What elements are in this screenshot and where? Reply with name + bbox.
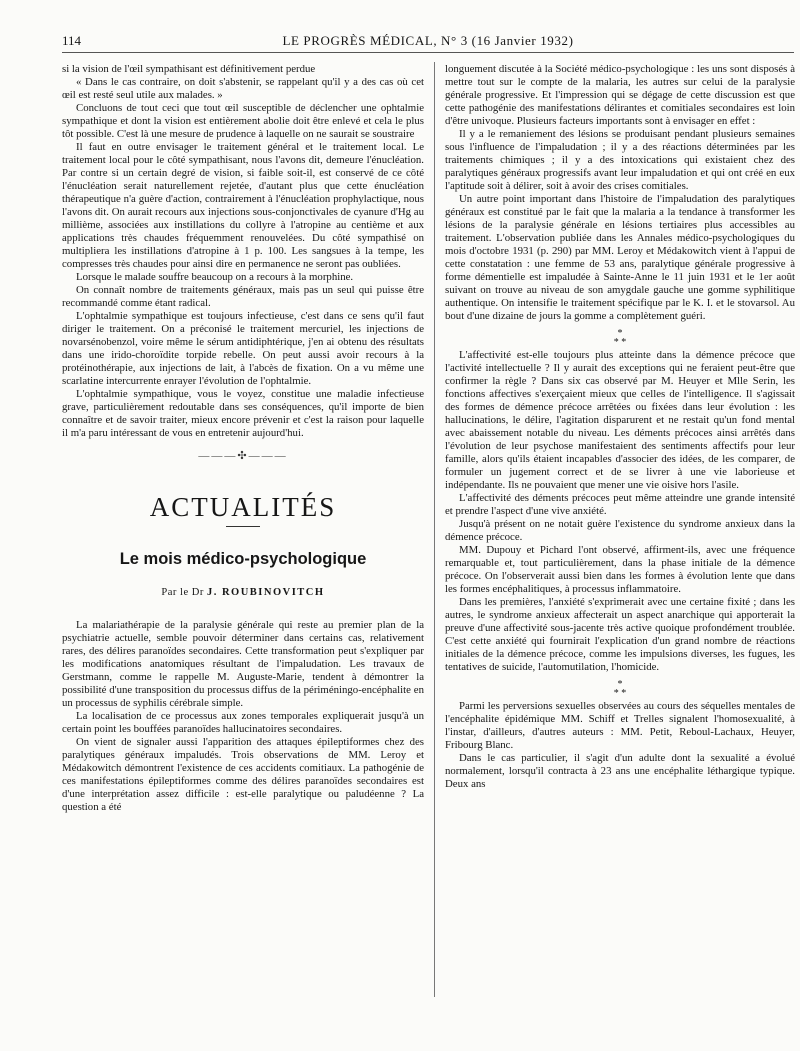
paragraph: Il faut en outre envisager le traitement général et le traitement local. Le traitement local pour le côté sympathisant, nous l'avons dit, demeure l'énucléation. Par contre si un certain degré de vision, si faible soit-il, est conservé de ce côté l'énucléation serait naturellement rejetée, d'autant plus que cette énucléation thérapeutique n'a guère d'action, contrairement à l'énucléation prophylactique, nous l'avons dit. On aurait recours aux injections sous-conjonctivales de cyanure d'Hg au millième, associées aux instillations du collyre à l'atropine au centième et aux applications très chaudes fréquemment renouvelées. Du côté sympathisé on multipliera les instillations d'atropine à 1 p. 100. Les sangsues à la tempe, les compresses très chaudes pour ainsi dire en permanence ne seront pas oubliées. <box>62 141 424 270</box>
paragraph: On vient de signaler aussi l'apparition des attaques épileptiformes chez des paralytiques généraux impaludés. Trois observations de MM. Leroy et Médakowitch démontrent l'existence de ces accidents comitiaux. La pathogénie de ces manifestations épileptiformes comme des délires paranoïdes secondaires est d'une interprétation assez difficile : est-elle paralytique ou paludéenne ? La question a été <box>62 736 424 813</box>
section-divider <box>226 526 260 527</box>
left-column <box>62 63 424 814</box>
star-pair: * * <box>613 337 627 348</box>
page-number: 114 <box>62 33 82 48</box>
section-ornament: ———✣——— <box>198 450 288 462</box>
paragraph: Il y a le remaniement des lésions se produisant pendant plusieurs semaines sous l'influence de l'impaludation ; il y a des réactions déterminées par les traitements chimiques ; il y a des intoxications qui existaient chez des paralytiques généraux progressifs avant leur impaludation et qui ont créé en eux l'aptitude soit à délirer, soit à avoir des crises comitiales. <box>445 128 795 192</box>
byline-author: J. ROUBINOVITCH <box>206 587 325 598</box>
column-rule <box>434 62 435 997</box>
paragraph: L'ophtalmie sympathique, vous le voyez, constitue une maladie infectieuse grave, particulièrement redoutable dans ses conséquences, qu'il importe de bien connaître et de savoir traiter, mieux encore prévenir et c'est la raison pour laquelle il m'a paru intéressant de vous en entretenir aujourd'hui. <box>62 388 424 439</box>
star-pair: * * <box>613 688 627 699</box>
running-head: LE PROGRÈS MÉDICAL, N° 3 (16 Janvier 1932) <box>282 33 574 48</box>
paragraph: « Dans le cas contraire, on doit s'abstenir, se rappelant qu'il y a des cas où cet œil est resté seul utile aux malades. » <box>62 76 424 101</box>
right-column <box>445 63 795 791</box>
page-header <box>62 30 794 53</box>
paragraph: On connaît nombre de traitements généraux, mais pas un seul qui puisse être recommandé comme étant radical. <box>62 284 424 309</box>
paragraph: Jusqu'à présent on ne notait guère l'existence du syndrome anxieux dans la démence précoce. <box>445 518 795 543</box>
paragraph: Un autre point important dans l'histoire de l'impaludation des paralytiques généraux est constitué par le fait que la malaria a la tendance à transformer les lésions de la paralysie générale en lésions tertiaires plus accessibles au traitement. L'observation publiée dans les Annales médico-psychologiques du mois d'octobre 1931 (p. 290) par MM. Leroy et Médakowitch vient à l'appui de cette constatation : une femme de 53 ans, paralytique générale progressive à forme démentielle est impaludée à Sainte-Anne le 11 juin 1931 et le 1er août suivant on trouve au niveau de son amygdale gauche une gomme syphilitique authentique. On intensifie le traitement spécifique par le K. I. et le stovarsol. Au bout d'une dizaine de jours la gomme a complètement guéri. <box>445 193 795 322</box>
paragraph: Concluons de tout ceci que tout œil susceptible de déclencher une ophtalmie sympathique et dont la vision est entièrement abolie doit être enlevé et cela le plus tôt possible. C'est là une mesure de prudence à laquelle on ne saurait se soustraire <box>62 102 424 140</box>
star: * <box>617 679 623 690</box>
byline-prefix: Par le Dr <box>161 587 204 598</box>
paragraph: Dans les premières, l'anxiété s'exprimerait avec une certaine fixité ; dans les autres, le syndrome anxieux affecterait un aspect anarchique qui apporterait la preuve d'une affectivité sous-jacente très active quoique profondément troublée. C'est cette anxiété qui fournirait l'explication d'un grand nombre de réactions initiales de la démence précoce, comme les impulsions diverses, les fugues, les tentatives de suicide, l'automutilation, l'homicide. <box>445 596 795 673</box>
paragraph: L'affectivité est-elle toujours plus atteinte dans la démence précoce que l'activité intellectuelle ? Il y aurait des exceptions qui ne feraient peut-être que confirmer la règle ? Dans six cas observé par M. Heuyer et Mlle Serin, les fonctions affectives s'exerçaient mieux que celles de l'intelligence. Il s'agissait des formes de démence précoce arrêtées ou fixées dans leur évolution : les hallucinations, le délire, l'agitation disparurent et ne restait qu'un fond mental avec abaissement notable du niveau. Les déments précoces ainsi arrêtés dans l'évolution de leur psychose manifestaient des sentiments affectifs pour leur famille, alors qu'ils étaient incapables d'associer des idées, de les comparer, de formuler un jugement correct et de se livrer à une vie laborieuse et indépendante. Ils ne pouvaient que mener une vie oisive hors l'asile. <box>445 349 795 491</box>
paragraph: Parmi les perversions sexuelles observées au cours des séquelles mentales de l'encéphalite épidémique MM. Schiff et Trelles signalent l'homosexualité, à l'instar, d'ailleurs, d'autres auteurs : MM. Petit, Reboul-Lachaux, Heuyer, Fribourg Blanc. <box>445 700 795 751</box>
paragraph: La localisation de ce processus aux zones temporales expliquerait jusqu'à un certain point les bouffées paranoïdes hallucinatoires secondaires. <box>62 710 424 735</box>
byline <box>62 586 424 599</box>
section-break-stars <box>445 329 795 347</box>
section-title: ACTUALITÉS <box>149 492 337 522</box>
section-break-stars <box>445 680 795 698</box>
paragraph: Lorsque le malade souffre beaucoup on a recours à la morphine. <box>76 271 354 283</box>
article-title: Le mois médico-psychologique <box>119 550 367 568</box>
paragraph: MM. Dupouy et Pichard l'ont observé, affirment-ils, avec une fréquence remarquable et, tout particulièrement, dans la phase initiale de la démence précoce. On l'observerait aussi bien dans les formes à évolution lente que dans les formes encéphalitiques, à processus inflammatoire. <box>445 544 795 595</box>
paragraph: La malariathérapie de la paralysie générale qui reste au premier plan de la psychiatrie actuelle, semble pouvoir déterminer dans certains cas, relativement rares, des délires paranoïdes secondaires. Cette transformation peut s'expliquer par les modifications anatomiques résultant de l'impaludation. Les travaux de Gerstmann, comme le rappelle M. Auguste-Marie, tendent à démontrer la possibilité d'une transposition du processus diffus de la périméningo-encéphalite en un processus de syphilis cérébrale simple. <box>62 619 424 709</box>
star: * <box>617 328 623 339</box>
paragraph: si la vision de l'œil sympathisant est définitivement perdue <box>62 63 316 75</box>
paragraph: longuement discutée à la Société médico-psychologique : les uns sont disposés à mettre tout sur le compte de la malaria, les autres sur celui de la paralysie générale progressive. Et l'impression qui se dégage de cette discussion est que cette pathogénie des manifestations délirantes et comitiales secondaires est loin d'être univoque. Plusieurs facteurs importants sont à envisager en effet : <box>445 63 795 127</box>
paragraph: L'ophtalmie sympathique est toujours infectieuse, c'est dans ce sens qu'il faut diriger le traitement. On a préconisé le traitement mercuriel, les injections de novarsénobenzol, voire même le sérum antidiphtérique, j'en ai obtenu des résultats dans une irido-choroïdite torpide rebelle. On peut aussi avoir recours à la protéinothérapie, aux injections de lait, à l'abcès de fixation. On a vu même une scarlatine intercurrente enrayer l'évolution de l'ophtalmie. <box>62 310 424 387</box>
paragraph: L'affectivité des déments précoces peut même atteindre une grande intensité et prendre l'aspect d'une vive anxiété. <box>445 492 795 517</box>
paragraph: Dans le cas particulier, il s'agit d'un adulte dont la sexualité a évolué normalement, lorsqu'il contracta à 23 ans une encéphalite léthargique typique. Deux ans <box>445 752 795 790</box>
